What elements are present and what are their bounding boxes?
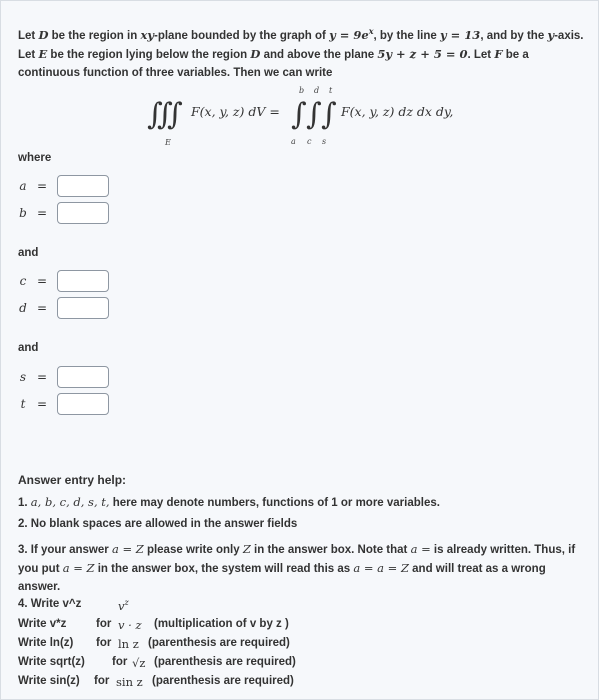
lower-limit-c: c (307, 137, 312, 146)
equals-sign: = (37, 179, 48, 193)
math-expr: Z (242, 542, 251, 556)
problem-statement (18, 22, 584, 82)
answer-input-b[interactable] (57, 202, 109, 224)
math-expr: a = (410, 542, 431, 556)
math-expr: sin z (116, 675, 143, 689)
math-expr: a = a = Z (353, 561, 409, 575)
upper-limit-b: b (299, 86, 305, 95)
help-item-3 (18, 540, 584, 596)
help-write-label: Write ln(z) (18, 637, 74, 649)
answer-input-c[interactable] (57, 270, 109, 292)
lhs-integrand: F(x, y, z) dV = (191, 104, 280, 119)
where-label: where (18, 152, 52, 164)
triple-integral-formula (147, 86, 477, 149)
math-exponent: x (368, 26, 374, 36)
help-item-1 (18, 495, 584, 509)
problem-text: be the region in (48, 29, 141, 42)
var-label-d: d (19, 301, 27, 315)
help-item-2: 2. No blank spaces are allowed in the answer fields (18, 518, 298, 530)
help-text: please write only (143, 544, 243, 556)
lower-limit-a: a (291, 137, 296, 146)
var-label-s: s (19, 370, 27, 384)
math-base: v (118, 598, 125, 613)
problem-text: . Let (467, 48, 495, 61)
integral-sign: ∫ (291, 97, 307, 132)
equals-sign: = (37, 206, 48, 220)
help-desc: (parenthesis are required) (148, 637, 290, 649)
integral-sign: ∭ (147, 97, 183, 132)
upper-limit-d: d (314, 86, 320, 95)
help-text: 3. If your answer (18, 544, 112, 556)
integral-region-label: E (165, 138, 171, 147)
problem-text: -axis. Let (18, 29, 584, 61)
equals-sign: = (37, 301, 48, 315)
problem-text: , and by the (480, 29, 548, 42)
var-label-t: t (20, 397, 26, 411)
help-for-label: for (112, 656, 128, 668)
help-desc: (parenthesis are required) (152, 675, 294, 687)
and-label: and (18, 342, 39, 354)
problem-text: -plane bounded by the graph of (154, 29, 330, 42)
math-expr: a = Z (62, 561, 95, 575)
math-exponent: z (124, 598, 129, 607)
math-F: F (494, 46, 503, 61)
math-D: D (250, 46, 261, 61)
math-D: D (38, 27, 49, 42)
math-power (118, 598, 129, 613)
math-line: y = 13 (439, 27, 481, 42)
rhs-integrand: F(x, y, z) dz dx dy, (341, 104, 454, 119)
problem-text: and above the plane (260, 48, 378, 61)
equals-sign: = (37, 397, 48, 411)
math-expr: a = Z (111, 542, 144, 556)
var-label-c: c (19, 274, 27, 288)
var-label-a: a (19, 179, 27, 193)
equals-sign: = (37, 274, 48, 288)
help-for-label: for (96, 637, 112, 649)
help-text: here may denote numbers, functions of 1 or more variables. (109, 497, 440, 509)
help-text: in the answer box. Note that (250, 544, 411, 556)
answer-help-title: Answer entry help: (18, 473, 127, 487)
math-E: E (38, 46, 48, 61)
problem-text: be a continuous function of three variables. Then we can write (18, 48, 529, 79)
help-text: in the answer box, the system will read this as (94, 563, 354, 575)
help-write-label: Write v*z (18, 618, 67, 630)
answer-input-t[interactable] (57, 393, 109, 415)
answer-input-d[interactable] (57, 297, 109, 319)
help-desc: (multiplication of v by z ) (154, 618, 289, 630)
math-curve: y = 9e (329, 27, 369, 42)
math-expr: ln z (118, 637, 139, 651)
answer-input-a[interactable] (57, 175, 109, 197)
math-xy: xy (140, 27, 154, 42)
math-expr: √z (132, 656, 146, 670)
math-vars: a, b, c, d, s, t, (30, 495, 110, 509)
help-write-label: Write sqrt(z) (18, 656, 85, 668)
equals-sign: = (37, 370, 48, 384)
answer-input-s[interactable] (57, 366, 109, 388)
math-plane: 5y + z + 5 = 0 (377, 46, 468, 61)
help-text: is already written. Thus, if you put (18, 544, 576, 575)
help-for-label: for (96, 618, 112, 630)
math-y: y (547, 27, 555, 42)
help-text: 4. Write v^z (18, 598, 82, 610)
and-label: and (18, 247, 39, 259)
help-write-label: Write sin(z) (18, 675, 80, 687)
help-text: 1. (18, 497, 31, 509)
help-text: and will treat as a wrong answer. (18, 563, 546, 593)
help-for-label: for (94, 675, 110, 687)
math-expr: v · z (118, 618, 142, 632)
integral-sign: ∫ (306, 97, 322, 132)
integral-sign: ∫ (321, 97, 337, 132)
problem-text: be the region lying below the region (47, 48, 251, 61)
help-desc: (parenthesis are required) (154, 656, 296, 668)
problem-text: , by the line (373, 29, 440, 42)
lower-limit-s: s (322, 137, 327, 146)
problem-text: Let (18, 29, 39, 42)
var-label-b: b (19, 206, 27, 220)
upper-limit-t: t (329, 86, 333, 95)
